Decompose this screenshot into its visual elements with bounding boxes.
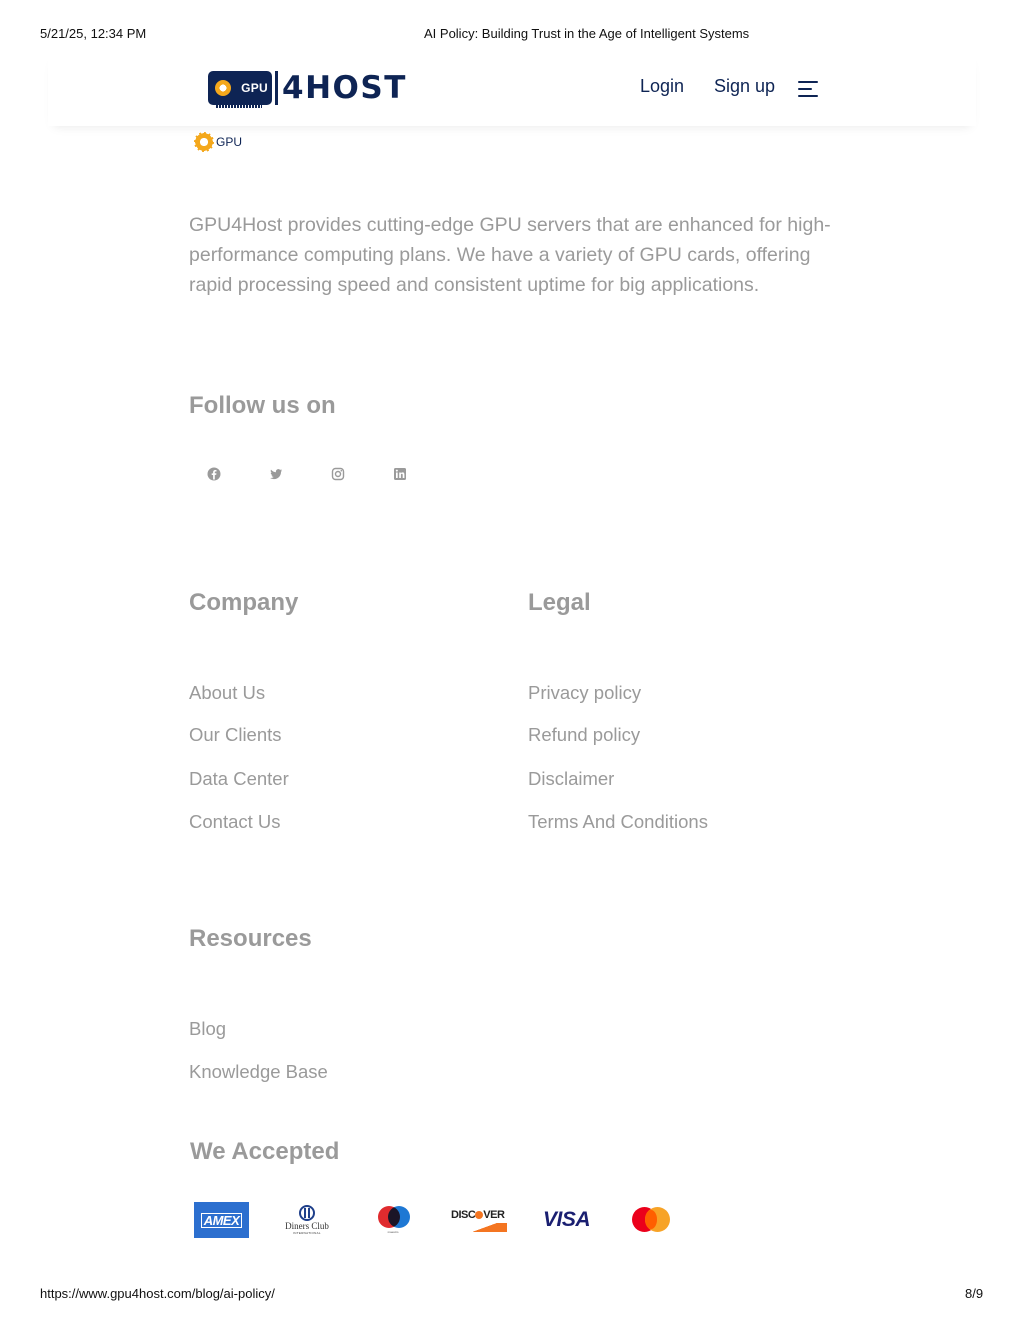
company-description: GPU4Host provides cutting-edge GPU servers that are enhanced for high-performance computing plans. We have a variety of GPU cards, offering rapid processing speed and consistent uptime for big applications. <box>189 214 831 296</box>
amex-card-icon <box>194 1200 249 1240</box>
sun-logo-icon <box>194 132 214 152</box>
follow-title: Follow us on <box>189 392 336 419</box>
print-page-number: 8/9 <box>965 1286 984 1301</box>
visa-label: VISA <box>543 1208 591 1231</box>
print-datetime: 5/21/25, 12:34 PM <box>40 26 147 41</box>
link-blog[interactable]: Blog <box>189 1018 227 1039</box>
discover-card-icon <box>451 1200 509 1240</box>
link-disclaimer[interactable]: Disclaimer <box>528 768 615 789</box>
accepted-title: We Accepted <box>190 1138 340 1165</box>
site-header <box>48 52 976 126</box>
gpu-pins-icon <box>216 105 262 108</box>
logo-text: 4HOST <box>282 70 407 106</box>
logo-badge-text: GPU <box>241 81 268 95</box>
link-data-center[interactable]: Data Center <box>189 768 289 789</box>
hamburger-menu-icon[interactable] <box>798 81 818 97</box>
link-about-us[interactable]: About Us <box>189 682 266 703</box>
login-link[interactable]: Login <box>640 76 685 96</box>
link-refund-policy[interactable]: Refund policy <box>528 724 641 745</box>
mastercard-card-icon <box>631 1200 671 1240</box>
sun-logo-icon <box>215 80 231 96</box>
logo-badge <box>208 71 272 105</box>
amex-label: AMEX <box>201 1213 243 1228</box>
print-title: AI Policy: Building Trust in the Age of Intelligent Systems <box>424 26 750 41</box>
link-contact-us[interactable]: Contact Us <box>189 811 281 832</box>
logo-separator <box>275 71 278 105</box>
facebook-icon[interactable] <box>206 466 222 482</box>
footer-gpu-logo-text: GPU <box>216 135 243 149</box>
twitter-icon[interactable] <box>268 466 284 482</box>
maestro-label: maestro <box>387 1230 399 1234</box>
diners-club-card-icon <box>284 1200 330 1240</box>
link-knowledge-base[interactable]: Knowledge Base <box>189 1061 328 1082</box>
link-terms-and-conditions[interactable]: Terms And Conditions <box>528 811 708 832</box>
visa-card-icon <box>543 1200 590 1240</box>
instagram-icon[interactable] <box>330 466 346 482</box>
legal-title: Legal <box>528 589 591 616</box>
company-title: Company <box>189 589 299 616</box>
diners-label: Diners Club <box>285 1221 329 1231</box>
link-privacy-policy[interactable]: Privacy policy <box>528 682 642 703</box>
diners-sublabel: INTERNATIONAL <box>293 1231 321 1235</box>
discover-label-b: VER <box>483 1208 505 1221</box>
signup-link[interactable]: Sign up <box>714 76 776 96</box>
linkedin-icon[interactable] <box>392 466 408 482</box>
maestro-card-icon <box>373 1200 413 1240</box>
discover-label-a: DISC <box>451 1208 476 1221</box>
gpu4host-logo[interactable] <box>208 70 407 106</box>
footer-gpu-logo[interactable] <box>194 132 242 152</box>
print-url: https://www.gpu4host.com/blog/ai-policy/ <box>40 1286 275 1301</box>
link-our-clients[interactable]: Our Clients <box>189 724 282 745</box>
resources-title: Resources <box>189 925 312 952</box>
